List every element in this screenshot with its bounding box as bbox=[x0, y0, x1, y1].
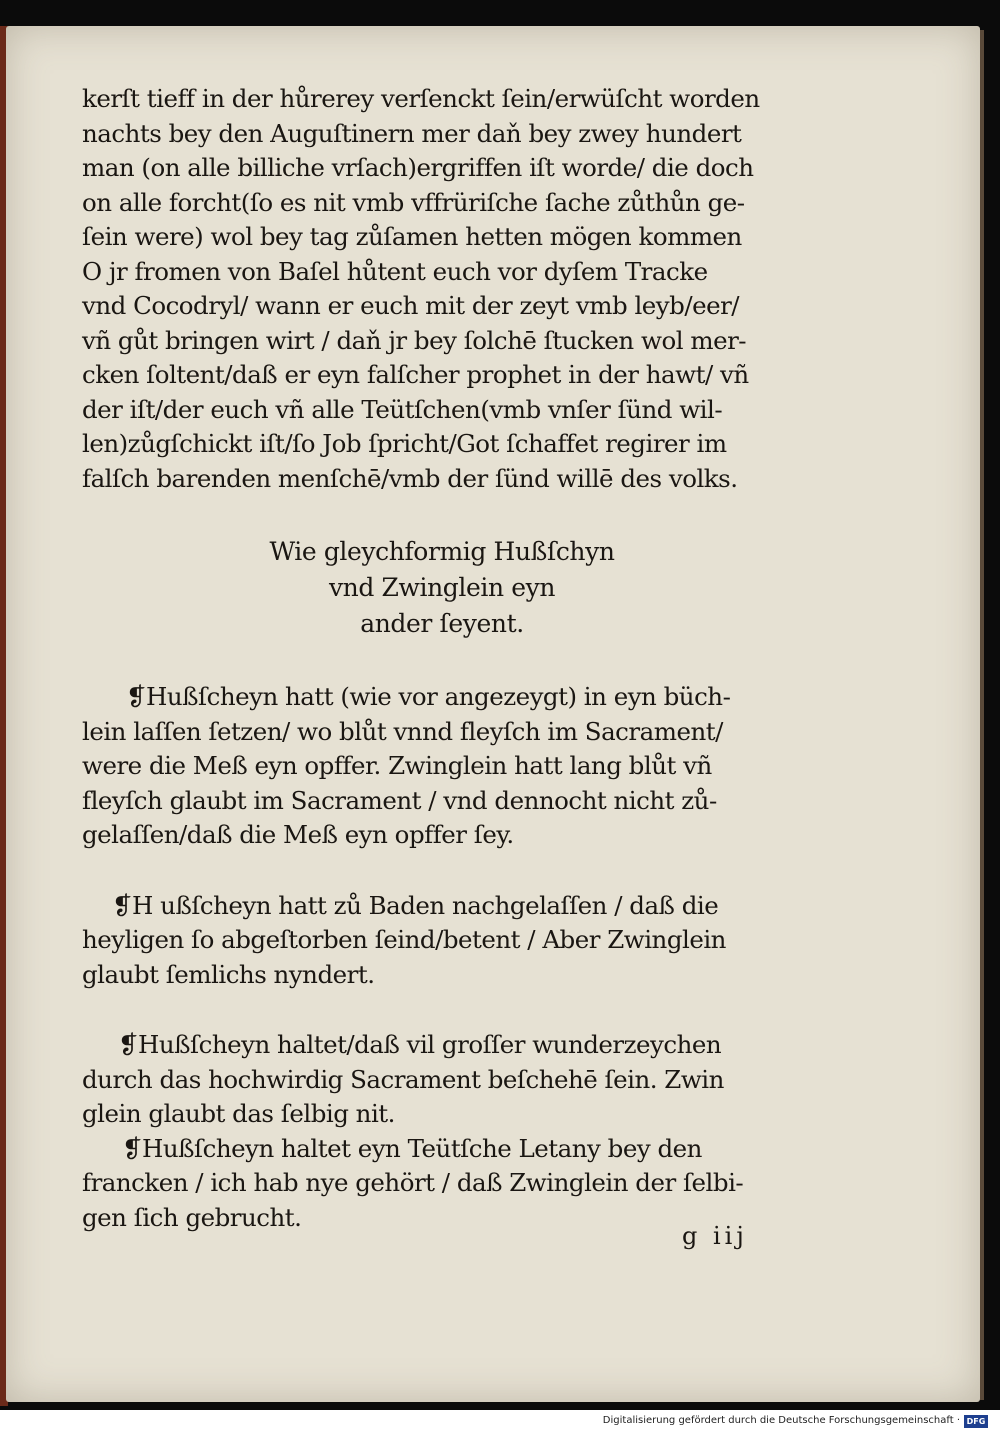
footer bbox=[0, 1412, 1000, 1433]
text-line: durch das hochwirdig Sacrament beſchehē ſein. Zwin bbox=[82, 1064, 724, 1094]
text-line: man (on alle billiche vrſach)ergriffen iſt worde/ die doch bbox=[82, 153, 754, 182]
text-line: ❡H ußſcheyn hatt zů Baden nachgelaſſen / daß die bbox=[112, 890, 719, 920]
text-line: glein glaubt das ſelbig nit. bbox=[82, 1099, 395, 1128]
paragraph-4 bbox=[82, 1028, 822, 1132]
heading-line: ander ſeyent. bbox=[360, 609, 524, 638]
text-line: fleyſch glaubt im Sacrament / vnd dennocht nicht zů- bbox=[82, 785, 717, 815]
text-line: der iſt/der euch vñ alle Teütſchen(vmb vnſer ſünd wil- bbox=[82, 394, 723, 424]
text-line: nachts bey den Auguſtinern mer daň bey zwey hundert bbox=[82, 118, 742, 148]
text-line: ſein were) wol bey tag zůſamen hetten mögen kommen bbox=[82, 222, 742, 251]
text-line: heyligen ſo abgeſtorben ſeind/betent / Aber Zwinglein bbox=[82, 925, 726, 954]
spacer bbox=[82, 496, 822, 534]
heading-line: vnd Zwinglein eyn bbox=[328, 573, 556, 602]
text-line: were die Meß eyn opffer. Zwinglein hatt lang blůt vñ bbox=[82, 751, 712, 780]
footer-credit: Digitalisierung gefördert durch die Deutsche Forschungsgemeinschaft · bbox=[602, 1415, 960, 1426]
text-line: vnd Cocodryl/ wann er euch mit der zeyt vmb leyb/eer/ bbox=[82, 291, 740, 320]
signature-mark: g iij bbox=[682, 1222, 748, 1250]
text-line: gen ſich gebrucht. bbox=[82, 1202, 302, 1232]
text-line: ❡Hußſcheyn haltet eyn Teütſche Letany bey den bbox=[122, 1133, 702, 1163]
text-line: ❡Hußſcheyn hatt (wie vor angezeygt) in eyn büch- bbox=[126, 682, 731, 711]
paragraph-3 bbox=[82, 889, 822, 993]
text-line: lein laſſen ſetzen/ wo blůt vnnd fleyſch im Sacrament/ bbox=[82, 716, 723, 746]
paragraph-2 bbox=[82, 680, 822, 853]
text-line: falſch barenden menſchē/vmb der ſünd willē des volks. bbox=[82, 463, 738, 493]
text-line: len)zůgſchickt iſt/ſo Job ſpricht/Got ſchaffet regirer im bbox=[82, 429, 727, 458]
spacer bbox=[82, 853, 822, 889]
heading-line: Wie gleychformig Hußſchyn bbox=[269, 537, 615, 566]
paragraph-1 bbox=[82, 82, 822, 496]
spacer bbox=[82, 642, 822, 680]
text-line: cken ſoltent/daß er eyn falſcher prophet in der hawt/ vñ bbox=[82, 360, 749, 389]
text-line: on alle forcht(ſo es nit vmb vffrüriſche ſache zůthůn ge- bbox=[82, 187, 745, 217]
section-heading bbox=[82, 534, 822, 642]
text-line: ❡Hußſcheyn haltet/daß vil groſſer wunderzeychen bbox=[118, 1030, 722, 1059]
spacer bbox=[82, 992, 822, 1028]
text-line: O jr fromen von Baſel hůtent euch vor dyſem Tracke bbox=[82, 256, 708, 286]
text-line: vñ gůt bringen wirt / daň jr bey ſolchē ſtucken wol mer- bbox=[82, 325, 747, 355]
text-line: gelaſſen/daß die Meß eyn opffer ſey. bbox=[82, 820, 514, 849]
text-block bbox=[82, 82, 822, 1235]
paragraph-5 bbox=[82, 1132, 822, 1236]
page-edge bbox=[980, 30, 984, 1400]
text-line: glaubt ſemlichs nyndert. bbox=[82, 959, 375, 989]
dfg-logo[interactable]: DFG bbox=[964, 1415, 988, 1428]
text-line: francken / ich hab nye gehört / daß Zwinglein der ſelbi- bbox=[82, 1168, 744, 1197]
text-line: kerſt tieff in der hůrerey verſenckt ſein/erwüſcht worden bbox=[82, 84, 760, 113]
